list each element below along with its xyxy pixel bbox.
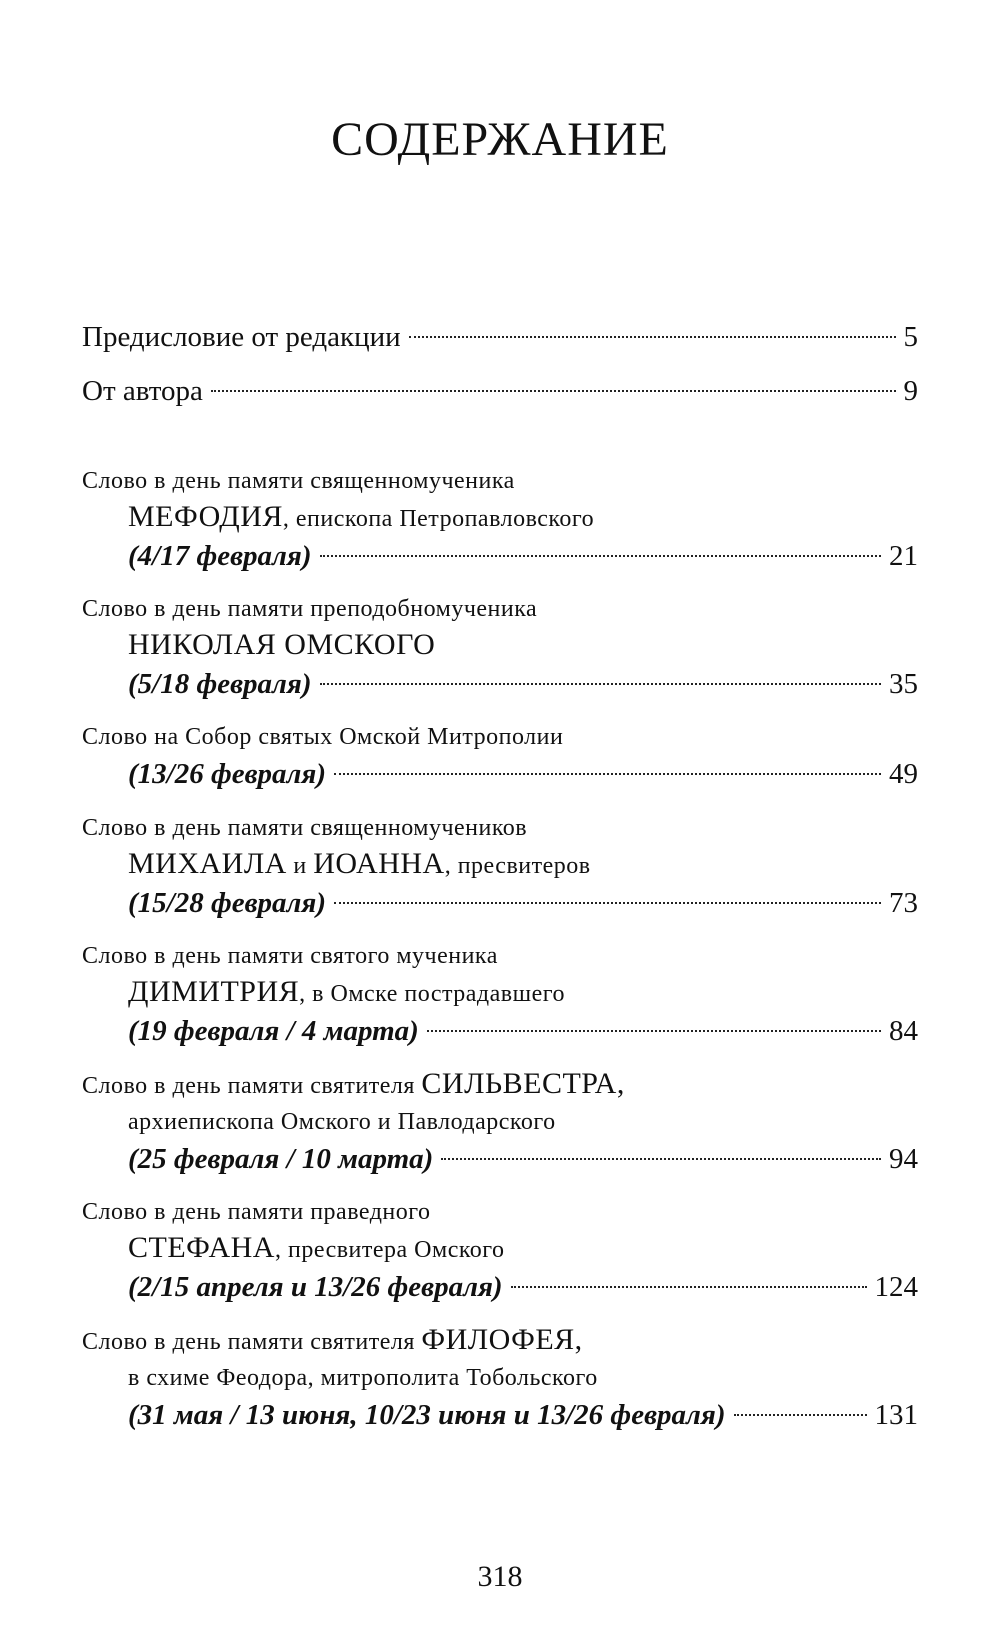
toc-row bbox=[82, 537, 918, 575]
page-number: 35 bbox=[889, 668, 918, 700]
feast-date: (4/17 февраля) bbox=[128, 540, 312, 572]
saint-name: МЕФОДИЯ bbox=[128, 500, 283, 533]
toc-entry bbox=[82, 463, 918, 575]
page-title: СОДЕРЖАНИЕ bbox=[331, 113, 669, 166]
saint-rank: , пресвитеров bbox=[444, 853, 591, 879]
entry-heading: Слово в день памяти праведного bbox=[82, 1199, 431, 1225]
toc-row bbox=[82, 1012, 918, 1050]
leader-dots bbox=[511, 1286, 867, 1288]
toc-row bbox=[82, 755, 918, 793]
page-number: 131 bbox=[874, 1399, 918, 1431]
toc-entry bbox=[82, 1066, 918, 1178]
leader-dots bbox=[441, 1158, 881, 1160]
feast-date: (19 февраля / 4 марта) bbox=[128, 1015, 419, 1047]
toc-row bbox=[82, 372, 918, 410]
leader-dots bbox=[320, 683, 881, 685]
toc-entry bbox=[82, 318, 918, 356]
entry-subject: в схиме Феодора, митрополита Тобольского bbox=[128, 1365, 598, 1391]
entry-subject bbox=[82, 846, 918, 884]
entry-subject: архиепископа Омского и Павлодарского bbox=[128, 1109, 556, 1135]
page-number: 94 bbox=[889, 1143, 918, 1175]
entry-heading: Слово в день памяти преподобномученика bbox=[82, 596, 538, 622]
page-number: 84 bbox=[889, 1015, 918, 1047]
feast-date: (2/15 апреля и 13/26 февраля) bbox=[128, 1271, 503, 1303]
entry-heading: Слово в день памяти священномучеников bbox=[82, 815, 528, 841]
entry-subject bbox=[82, 499, 918, 537]
feast-date: (15/28 февраля) bbox=[128, 887, 327, 919]
folio-number: 318 bbox=[477, 1560, 523, 1593]
toc-row bbox=[82, 1396, 918, 1434]
entry-heading bbox=[82, 1066, 918, 1104]
saint-rank: , епископа Петропавловского bbox=[282, 506, 595, 532]
page-number: 5 bbox=[903, 321, 918, 353]
conjunction: и bbox=[286, 853, 314, 879]
saint-name: ФИЛОФЕЯ, bbox=[421, 1323, 583, 1356]
toc-entry bbox=[82, 591, 918, 703]
entry-heading bbox=[82, 1322, 918, 1360]
toc-row bbox=[82, 318, 918, 356]
saint-name: МИХАИЛА bbox=[128, 847, 287, 880]
leader-dots bbox=[734, 1414, 867, 1416]
entry-title: Предисловие от редакции bbox=[82, 321, 401, 353]
page-number: 21 bbox=[889, 540, 918, 572]
leader-dots bbox=[334, 773, 881, 775]
entry-subject bbox=[82, 974, 918, 1012]
page-number: 49 bbox=[889, 758, 918, 790]
feast-date: (5/18 февраля) bbox=[128, 668, 312, 700]
entry-heading: Слово в день памяти священномученика bbox=[82, 468, 515, 494]
toc-row bbox=[82, 1140, 918, 1178]
toc-entry bbox=[82, 810, 918, 922]
entry-heading: Слово в день памяти святого мученика bbox=[82, 943, 498, 969]
saint-name: ИОАННА bbox=[313, 847, 445, 880]
page-number: 73 bbox=[889, 887, 918, 919]
toc-row bbox=[82, 884, 918, 922]
toc-entry bbox=[82, 1194, 918, 1306]
saint-rank: , пресвитера Омского bbox=[274, 1237, 505, 1263]
leader-dots bbox=[334, 902, 881, 904]
entry-title: От автора bbox=[82, 375, 203, 407]
toc-entry bbox=[82, 938, 918, 1050]
saint-name: СТЕФАНА bbox=[128, 1231, 275, 1264]
page-number: 9 bbox=[903, 375, 918, 407]
leader-dots bbox=[211, 390, 896, 392]
entry-heading: Слово на Собор святых Омской Митрополии bbox=[82, 724, 564, 750]
heading-text: Слово в день памяти святителя bbox=[82, 1073, 415, 1099]
page-number: 124 bbox=[874, 1271, 918, 1303]
feast-date: (25 февраля / 10 марта) bbox=[128, 1143, 434, 1175]
saint-name: СИЛЬВЕСТРА, bbox=[421, 1067, 625, 1100]
toc-row bbox=[82, 665, 918, 703]
feast-date: (31 мая / 13 июня, 10/23 июня и 13/26 февраля) bbox=[128, 1399, 726, 1431]
heading-text: Слово в день памяти святителя bbox=[82, 1329, 415, 1355]
toc-row bbox=[82, 1268, 918, 1306]
leader-dots bbox=[409, 336, 896, 338]
toc-entry bbox=[82, 719, 918, 793]
saint-rank: , в Омске пострадавшего bbox=[299, 981, 565, 1007]
leader-dots bbox=[320, 555, 881, 557]
toc-entry bbox=[82, 1322, 918, 1434]
feast-date: (13/26 февраля) bbox=[128, 758, 327, 790]
saint-name: ДИМИТРИЯ bbox=[128, 975, 300, 1008]
leader-dots bbox=[427, 1030, 881, 1032]
entry-subject bbox=[82, 1230, 918, 1268]
toc-entry bbox=[82, 372, 918, 410]
saint-name: НИКОЛАЯ ОМСКОГО bbox=[128, 628, 436, 661]
entry-subject bbox=[82, 627, 918, 665]
